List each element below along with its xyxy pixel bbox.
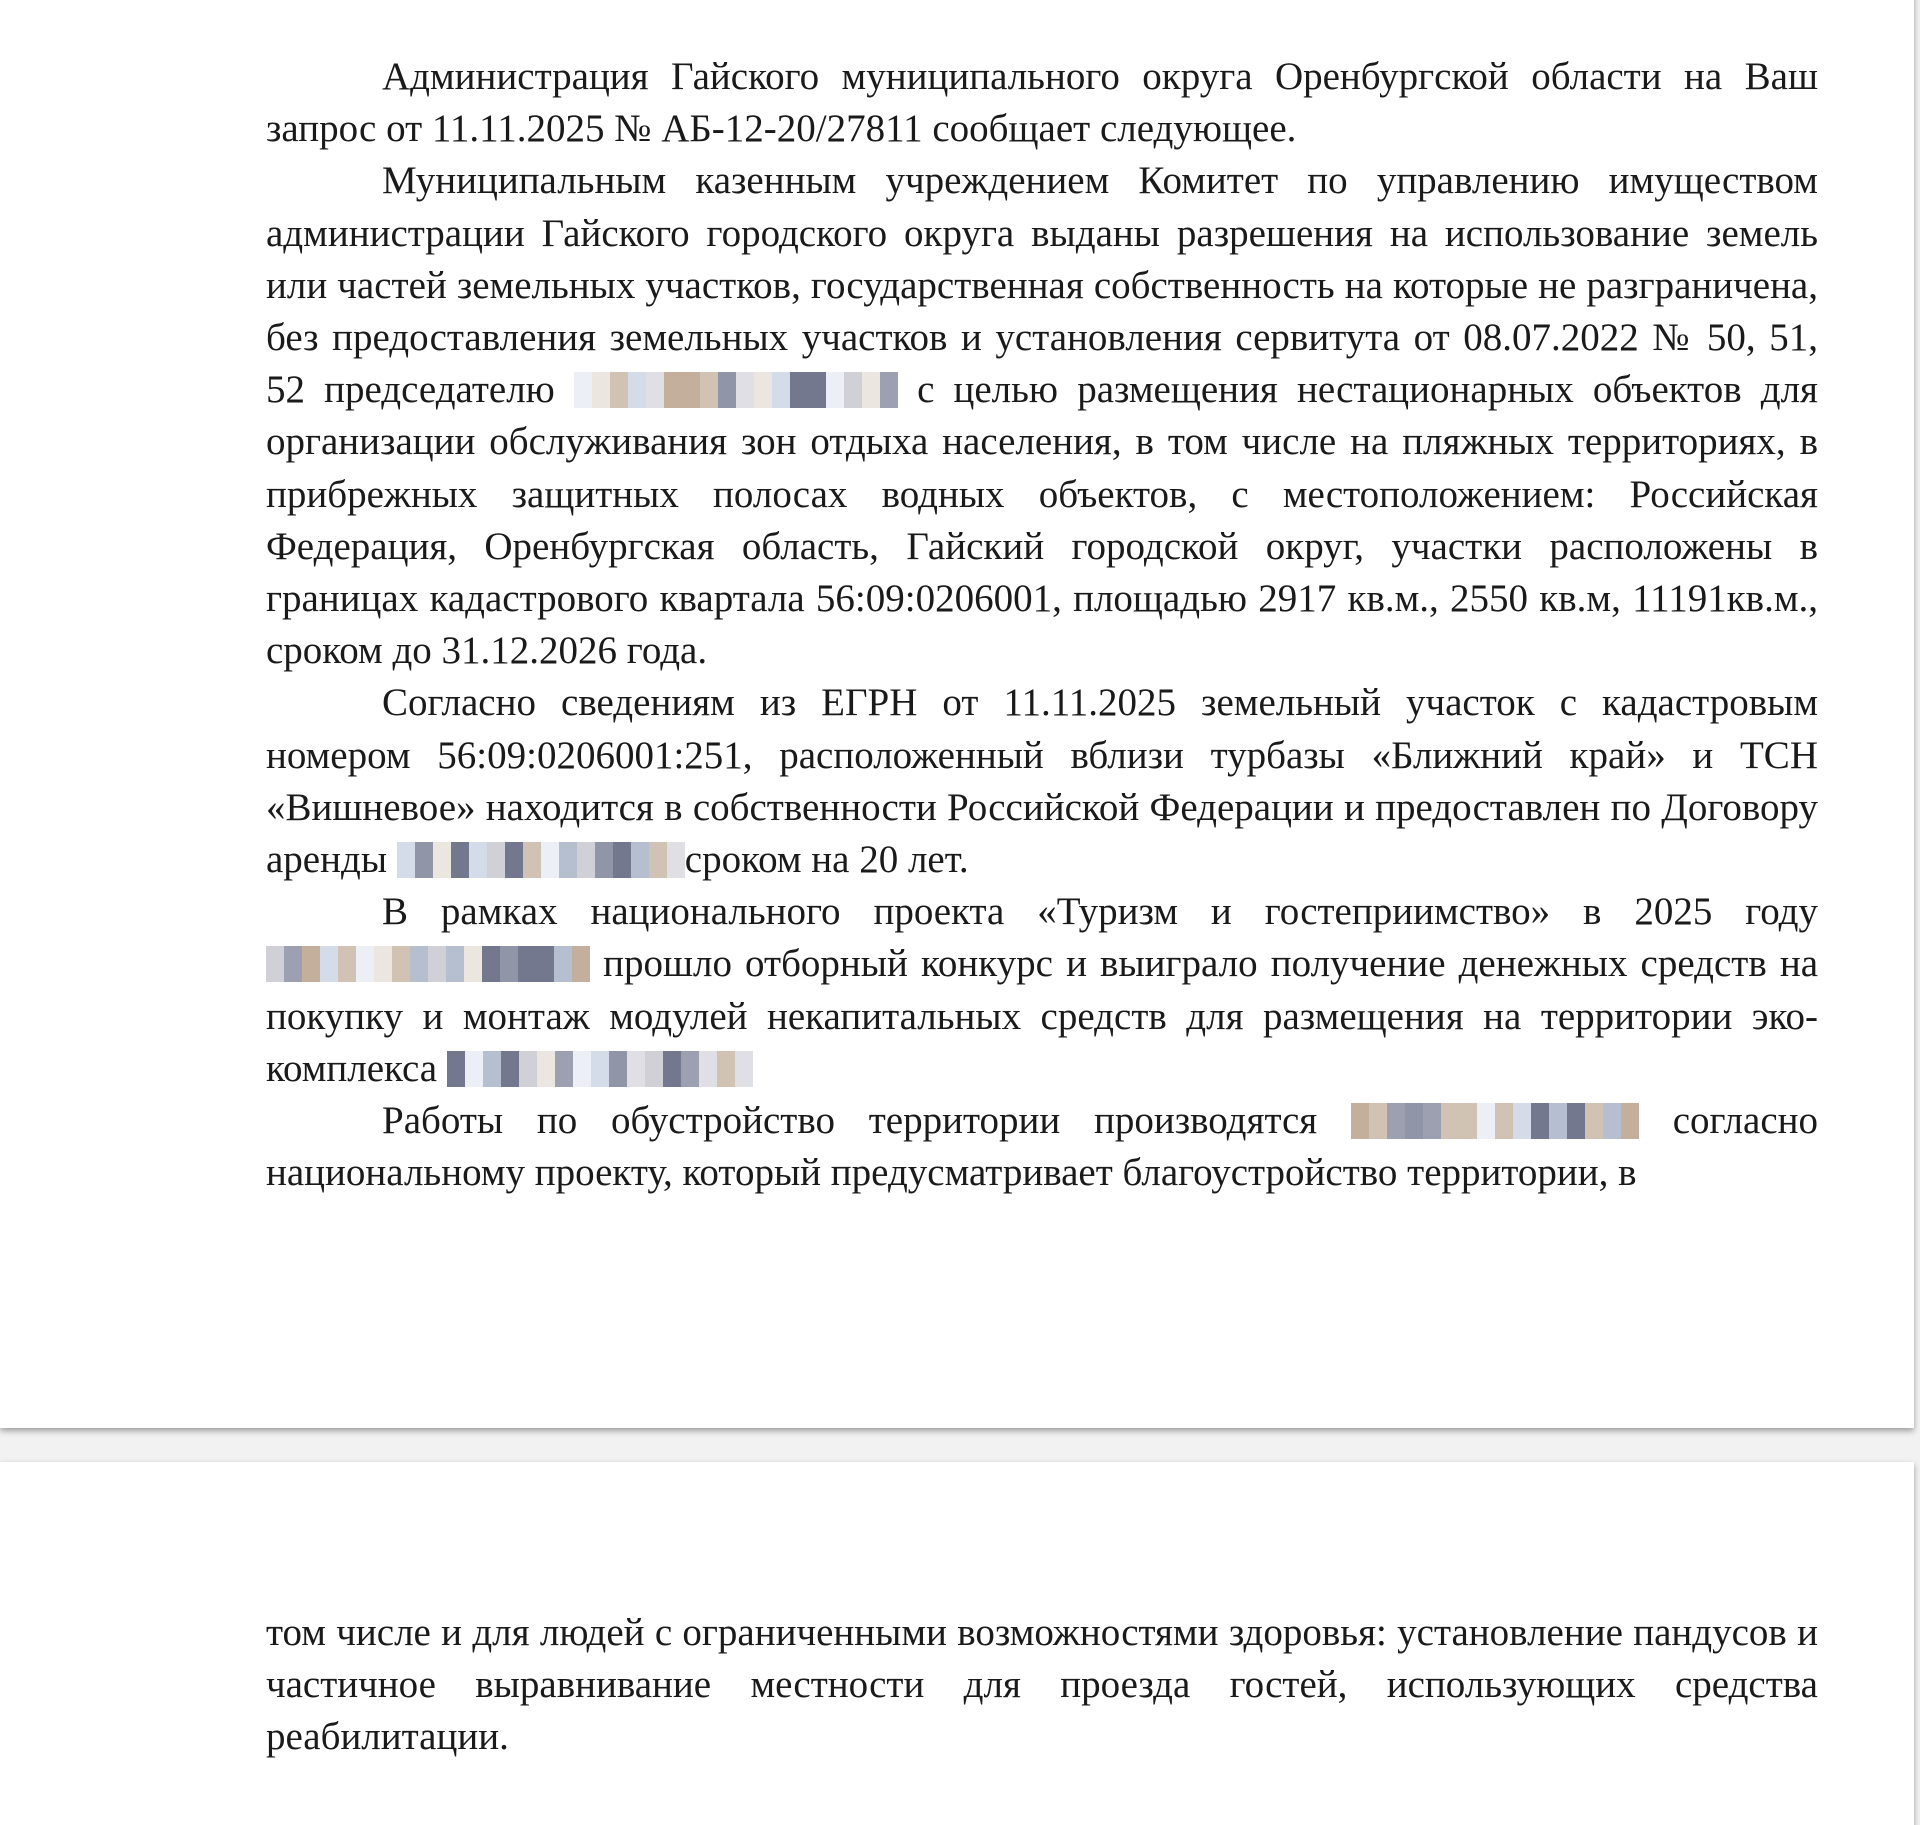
page-2-text xyxy=(266,1607,1818,1764)
paragraph-permits xyxy=(266,155,1818,677)
redacted-contractor xyxy=(1351,1103,1639,1139)
paragraph-national-project xyxy=(266,886,1818,1095)
page-1-text xyxy=(266,51,1818,1199)
project-text-part-1: В рамках национального проекта «Туризм и гостеприимство» в 2025 году xyxy=(382,890,1818,934)
permits-text-part-2: с целью размещения нестационарных объектов для организации обслуживания зон отдыха населения, в том числе на пляжных территориях, в прибрежных защитных полосах водных объектов, с местоположением: Российская Федерация, Оренбургская область, Гайский городской округ, участки расположены в границах кадастрового квартала 56:09:0206001, площадью 2917 кв.м., 2550 кв.м, 11191кв.м., сроком до 31.12.2026 года. xyxy=(266,368,1818,673)
paragraph-request-intro: Администрация Гайского муниципального округа Оренбургской области на Ваш запрос от 11.11.2025 № АБ-12-20/27811 сообщает следующее. xyxy=(266,55,1818,151)
redacted-name xyxy=(574,372,898,408)
egrn-text-part-2: сроком на 20 лет. xyxy=(684,838,969,882)
paragraph-works xyxy=(266,1095,1818,1199)
egrn-text-part-1: Согласно сведениям из ЕГРН от 11.11.2025 земельный участок с кадастровым номером 56:09:0206001:251, расположенный вблизи турбазы «Ближний край» и ТСН «Вишневое» находится в собственности Российской Федерации и предоставлен по Договору аренды xyxy=(266,681,1818,882)
permits-text-part-1: Муниципальным казенным учреждением Комитет по управлению имуществом администрации Гайского городского округа выданы разрешения на использование земель или частей земельных участков, государственная собственность на которые не разграничена, без предоставления земельных участков и установления сервитута от 08.07.2022 № 50, 51, 52 председателю xyxy=(266,159,1818,412)
works-text-part-2: согласно национальному проекту, который предусматривает благоустройство территории, в xyxy=(266,1099,1818,1195)
redacted-lease-party xyxy=(397,842,685,878)
redacted-eco-complex-name xyxy=(447,1051,753,1087)
redacted-organization xyxy=(266,946,590,982)
paragraph-accessibility: том числе и для людей с ограниченными возможностями здоровья: установление пандусов и частичное выравнивание местности для проезда гостей, использующих средства реабилитации. xyxy=(266,1611,1818,1759)
project-text-part-2: прошло отборный конкурс и выиграло получение денежных средств на покупку и монтаж модулей некапитальных средств для размещения на территории эко-комплекса xyxy=(266,942,1819,1090)
paragraph-egrn xyxy=(266,677,1818,886)
works-text-part-1: Работы по обустройство территории производятся xyxy=(382,1099,1318,1143)
document-page-2 xyxy=(0,1462,1914,1825)
